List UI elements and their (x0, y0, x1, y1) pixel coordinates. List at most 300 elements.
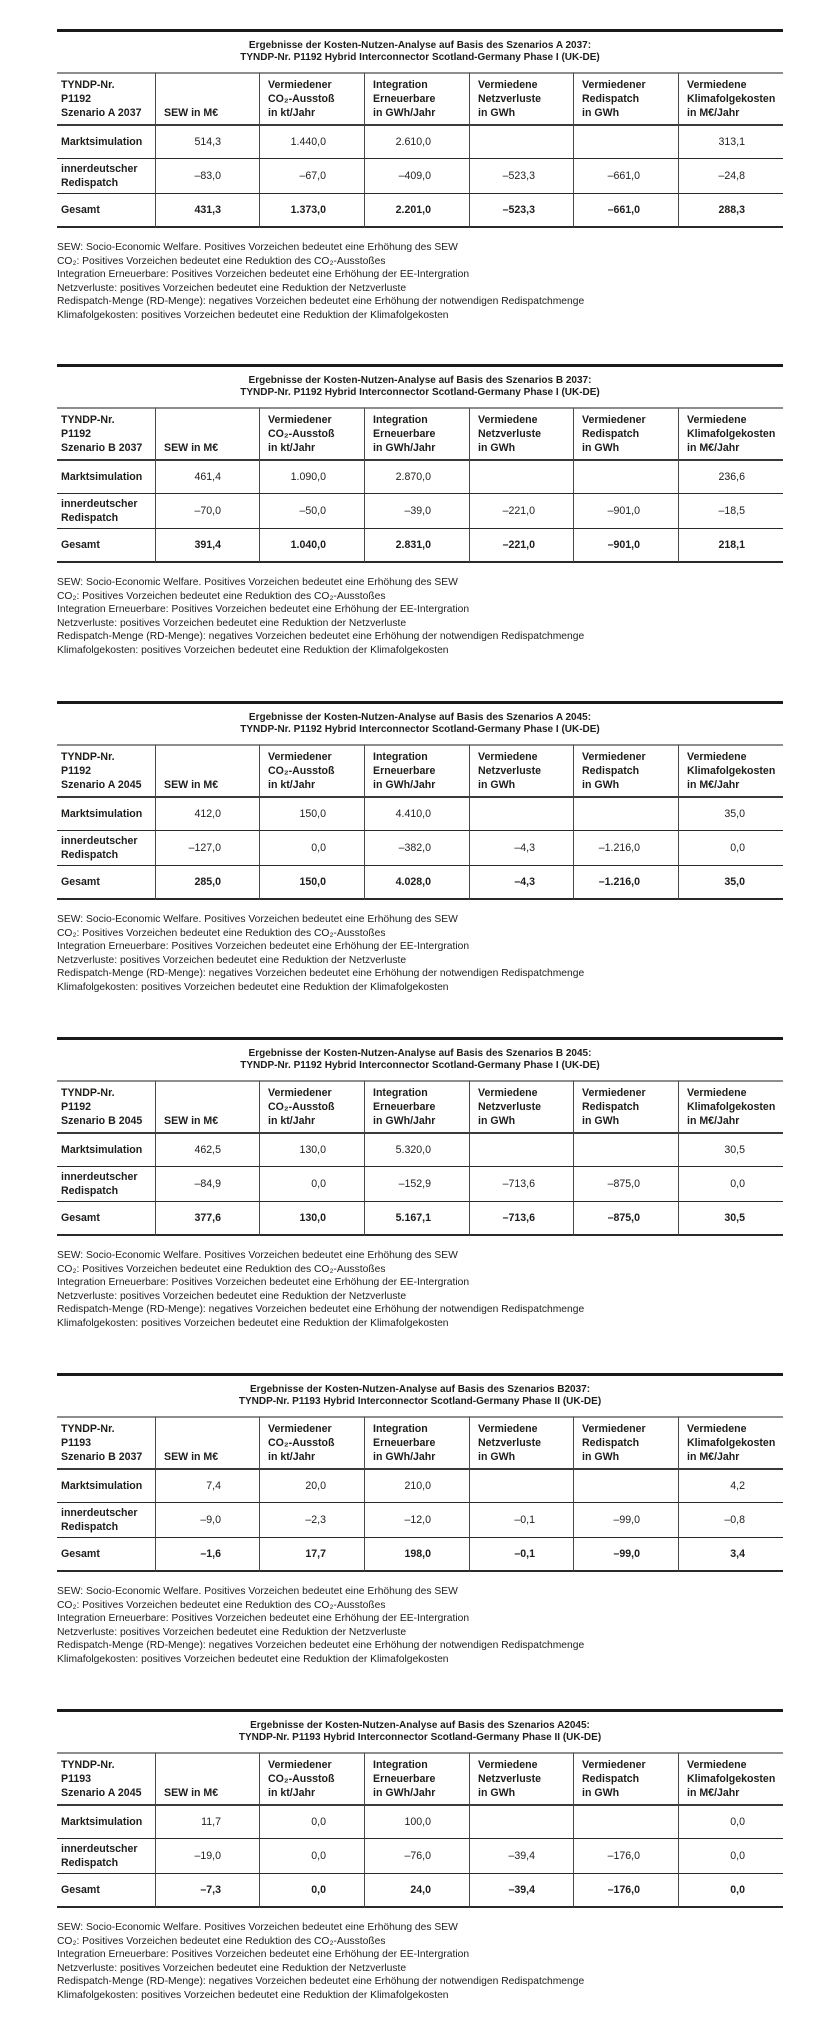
cell-integration: 2.870,0 (364, 461, 469, 494)
header-line: Erneuerbare (373, 1101, 436, 1113)
header-line: in M€/Jahr (687, 442, 740, 454)
cell-klimafolgekosten: 0,0 (678, 831, 783, 866)
header-line: Szenario B 2037 (61, 442, 143, 454)
cell-co2: –67,0 (259, 159, 364, 194)
cell-sew: –127,0 (155, 831, 259, 866)
header-line: Szenario A 2045 (61, 779, 142, 791)
header-line: in M€/Jahr (687, 779, 740, 791)
footnote-netzverluste: Netzverluste: positives Vorzeichen bedeutet eine Reduktion der Netzverluste (57, 1290, 407, 1302)
header-line: in kt/Jahr (268, 107, 316, 119)
header-netzverluste (469, 72, 573, 126)
cell-netzverluste: –221,0 (469, 529, 573, 563)
footnotes (57, 241, 584, 323)
row-label: Marktsimulation (57, 1806, 155, 1839)
footnote-klimafolgekosten: Klimafolgekosten: positives Vorzeichen bedeutet eine Reduktion der Klimafolgekosten (57, 309, 449, 321)
header-line: Erneuerbare (373, 1773, 436, 1785)
cell-co2: 130,0 (259, 1202, 364, 1236)
footnote-klimafolgekosten: Klimafolgekosten: positives Vorzeichen bedeutet eine Reduktion der Klimafolgekosten (57, 1989, 449, 2001)
header-line: Erneuerbare (373, 765, 436, 777)
header-redispatch (573, 1416, 678, 1470)
header-line: Vermiedene (687, 751, 747, 763)
header-netzverluste (469, 1752, 573, 1806)
cell-redispatch: –875,0 (573, 1167, 678, 1202)
header-line: TYNDP-Nr. (61, 751, 115, 763)
cell-integration: –76,0 (364, 1839, 469, 1874)
header-line: in GWh (478, 1115, 516, 1127)
header-redispatch (573, 744, 678, 798)
cell-integration: 4.410,0 (364, 798, 469, 831)
header-line: Netzverluste (478, 765, 541, 777)
header-line: TYNDP-Nr. (61, 1087, 115, 1099)
header-line: Netzverluste (478, 1101, 541, 1113)
header-line: P1193 (61, 1437, 92, 1449)
header-line: Szenario A 2037 (61, 107, 142, 119)
row-label: Marktsimulation (57, 126, 155, 159)
header-line: CO₂-Ausstoß (268, 1773, 335, 1785)
header-line: Klimafolgekosten (687, 1437, 776, 1449)
header-line: Erneuerbare (373, 428, 436, 440)
row-label: Marktsimulation (57, 1470, 155, 1503)
cell-integration: –382,0 (364, 831, 469, 866)
header-line: SEW in M€ (164, 779, 219, 791)
cell-integration: –39,0 (364, 494, 469, 529)
header-line: SEW in M€ (164, 1451, 219, 1463)
header-line: in GWh (478, 107, 516, 119)
cell-co2: 0,0 (259, 1806, 364, 1839)
cell-netzverluste: –221,0 (469, 494, 573, 529)
header-line: in GWh/Jahr (373, 1115, 436, 1127)
footnotes (57, 1921, 584, 2003)
header-line: in GWh (582, 1787, 620, 1799)
header-row (57, 1752, 783, 1806)
header-netzverluste (469, 1080, 573, 1134)
footnote-redispatch: Redispatch-Menge (RD-Menge): negatives Vorzeichen bedeutet eine Erhöhung der notwendigen Redispatchmenge (57, 296, 585, 308)
top-rule (57, 29, 783, 32)
footnote-sew: SEW: Socio-Economic Welfare. Positives Vorzeichen bedeutet eine Erhöhung des SEW (57, 914, 458, 925)
header-klimafolgekosten (678, 72, 783, 126)
header-line: in kt/Jahr (268, 1787, 316, 1799)
header-line: in GWh (478, 779, 516, 791)
header-line: Klimafolgekosten (687, 765, 776, 777)
header-netzverluste (469, 407, 573, 461)
row-label: Gesamt (57, 194, 155, 228)
header-line: Szenario A 2045 (61, 1787, 142, 1799)
cell-redispatch (573, 1134, 678, 1167)
cell-co2: 150,0 (259, 798, 364, 831)
footnote-integration: Integration Erneuerbare: Positives Vorzeichen bedeutet eine Erhöhung der EE-Intergration (57, 941, 470, 953)
footnote-co2: CO₂: Positives Vorzeichen bedeutet eine Reduktion des CO₂-Ausstoßes (57, 1935, 386, 1947)
row-innerdeutscher-redispatch (57, 159, 783, 194)
header-line: Vermiedene (478, 1087, 538, 1099)
footnotes (57, 1249, 584, 1331)
cell-redispatch (573, 798, 678, 831)
header-line: Redispatch (582, 428, 640, 440)
header-line: Redispatch (582, 1437, 640, 1449)
table-title-line-1: Ergebnisse der Kosten-Nutzen-Analyse auf Basis des Szenarios B 2037: (248, 375, 592, 386)
cell-co2: 0,0 (259, 1874, 364, 1908)
cell-klimafolgekosten: 0,0 (678, 1874, 783, 1908)
footnote-klimafolgekosten: Klimafolgekosten: positives Vorzeichen bedeutet eine Reduktion der Klimafolgekosten (57, 981, 449, 993)
header-line: in GWh (478, 1451, 516, 1463)
header-integration (364, 407, 469, 461)
footnote-co2: CO₂: Positives Vorzeichen bedeutet eine Reduktion des CO₂-Ausstoßes (57, 1599, 386, 1611)
header-redispatch (573, 1752, 678, 1806)
top-rule (57, 364, 783, 367)
cell-netzverluste: –523,3 (469, 194, 573, 228)
header-sew (155, 72, 259, 126)
row-marktsimulation (57, 1806, 783, 1839)
cell-klimafolgekosten: 35,0 (678, 866, 783, 900)
table-title (57, 1384, 783, 1408)
cell-integration: 4.028,0 (364, 866, 469, 900)
cell-netzverluste: –4,3 (469, 866, 573, 900)
header-line: P1192 (61, 93, 92, 105)
cell-sew: 412,0 (155, 798, 259, 831)
header-line: in M€/Jahr (687, 107, 740, 119)
row-label: innerdeutscher Redispatch (57, 494, 155, 529)
cell-sew: –84,9 (155, 1167, 259, 1202)
cell-sew: –83,0 (155, 159, 259, 194)
cell-integration: 5.320,0 (364, 1134, 469, 1167)
cell-sew: 377,6 (155, 1202, 259, 1236)
cell-netzverluste: –713,6 (469, 1202, 573, 1236)
cost-benefit-block-p1192-a2037 (57, 29, 783, 349)
cell-integration: –152,9 (364, 1167, 469, 1202)
row-innerdeutscher-redispatch (57, 1839, 783, 1874)
footnote-sew: SEW: Socio-Economic Welfare. Positives Vorzeichen bedeutet eine Erhöhung des SEW (57, 1586, 458, 1597)
header-project-scenario (57, 1752, 155, 1806)
header-co2 (259, 744, 364, 798)
header-line: Vermiedener (268, 1759, 332, 1771)
row-label: Gesamt (57, 866, 155, 900)
header-integration (364, 72, 469, 126)
header-line: Integration (373, 414, 428, 426)
header-co2 (259, 1416, 364, 1470)
header-line: TYNDP-Nr. (61, 1423, 115, 1435)
row-innerdeutscher-redispatch (57, 1167, 783, 1202)
cell-sew: 7,4 (155, 1470, 259, 1503)
cell-redispatch: –661,0 (573, 159, 678, 194)
cell-integration: 198,0 (364, 1538, 469, 1572)
cell-co2: 1.440,0 (259, 126, 364, 159)
cell-netzverluste: –39,4 (469, 1839, 573, 1874)
row-marktsimulation (57, 461, 783, 494)
header-line: Vermiedene (478, 1423, 538, 1435)
header-line: CO₂-Ausstoß (268, 1101, 335, 1113)
header-line: Erneuerbare (373, 93, 436, 105)
cell-sew: –7,3 (155, 1874, 259, 1908)
header-klimafolgekosten (678, 407, 783, 461)
cost-benefit-block-p1193-a2045 (57, 1709, 783, 2029)
header-line: CO₂-Ausstoß (268, 1437, 335, 1449)
header-line: Netzverluste (478, 93, 541, 105)
header-line: Netzverluste (478, 1437, 541, 1449)
cell-integration: 2.201,0 (364, 194, 469, 228)
cell-sew: 391,4 (155, 529, 259, 563)
table-title-line-2: TYNDP-Nr. P1193 Hybrid Interconnector Scotland-Germany Phase II (UK-DE) (238, 1732, 602, 1743)
header-line: SEW in M€ (164, 442, 219, 454)
header-line: in GWh/Jahr (373, 1787, 436, 1799)
header-project-scenario (57, 1416, 155, 1470)
cell-netzverluste: –0,1 (469, 1503, 573, 1538)
header-line: CO₂-Ausstoß (268, 428, 335, 440)
cell-co2: 20,0 (259, 1470, 364, 1503)
top-rule (57, 701, 783, 704)
header-line: Vermiedener (582, 414, 646, 426)
header-line: SEW in M€ (164, 1115, 219, 1127)
row-label: Gesamt (57, 1874, 155, 1908)
header-project-scenario (57, 407, 155, 461)
header-line: SEW in M€ (164, 107, 219, 119)
header-klimafolgekosten (678, 744, 783, 798)
header-line: in GWh/Jahr (373, 442, 436, 454)
header-line: Vermiedener (582, 1759, 646, 1771)
cell-netzverluste (469, 798, 573, 831)
cell-co2: 17,7 (259, 1538, 364, 1572)
footnote-co2: CO₂: Positives Vorzeichen bedeutet eine Reduktion des CO₂-Ausstoßes (57, 927, 386, 939)
header-line: P1193 (61, 1773, 92, 1785)
row-label: Gesamt (57, 529, 155, 563)
header-redispatch (573, 1080, 678, 1134)
header-line: Klimafolgekosten (687, 93, 776, 105)
footnote-integration: Integration Erneuerbare: Positives Vorzeichen bedeutet eine Erhöhung der EE-Intergration (57, 1277, 470, 1289)
table-title-line-1: Ergebnisse der Kosten-Nutzen-Analyse auf Basis des Szenarios A 2037: (248, 40, 592, 51)
cell-co2: 150,0 (259, 866, 364, 900)
cell-klimafolgekosten: 218,1 (678, 529, 783, 563)
cell-netzverluste (469, 1134, 573, 1167)
footnote-sew: SEW: Socio-Economic Welfare. Positives Vorzeichen bedeutet eine Erhöhung des SEW (57, 577, 458, 588)
row-gesamt (57, 194, 783, 228)
header-line: in M€/Jahr (687, 1787, 740, 1799)
cell-netzverluste: –39,4 (469, 1874, 573, 1908)
cell-co2: 0,0 (259, 831, 364, 866)
header-line: in GWh (582, 1451, 620, 1463)
cell-redispatch (573, 461, 678, 494)
header-line: Redispatch (582, 1773, 640, 1785)
cell-redispatch: –99,0 (573, 1503, 678, 1538)
cell-redispatch: –661,0 (573, 194, 678, 228)
header-line: in GWh (582, 779, 620, 791)
footnote-integration: Integration Erneuerbare: Positives Vorzeichen bedeutet eine Erhöhung der EE-Intergration (57, 604, 470, 616)
header-line: SEW in M€ (164, 1787, 219, 1799)
cell-netzverluste (469, 126, 573, 159)
footnote-co2: CO₂: Positives Vorzeichen bedeutet eine Reduktion des CO₂-Ausstoßes (57, 1263, 386, 1275)
row-gesamt (57, 1202, 783, 1236)
footnote-klimafolgekosten: Klimafolgekosten: positives Vorzeichen bedeutet eine Reduktion der Klimafolgekosten (57, 1653, 449, 1665)
footnote-klimafolgekosten: Klimafolgekosten: positives Vorzeichen bedeutet eine Reduktion der Klimafolgekosten (57, 644, 449, 656)
row-label: Marktsimulation (57, 798, 155, 831)
header-netzverluste (469, 1416, 573, 1470)
cell-co2: 1.373,0 (259, 194, 364, 228)
row-label: Gesamt (57, 1202, 155, 1236)
table-title-line-1: Ergebnisse der Kosten-Nutzen-Analyse auf Basis des Szenarios A 2045: (248, 712, 592, 723)
footnote-sew: SEW: Socio-Economic Welfare. Positives Vorzeichen bedeutet eine Erhöhung des SEW (57, 242, 458, 253)
table-title-line-2: TYNDP-Nr. P1192 Hybrid Interconnector Scotland-Germany Phase I (UK-DE) (240, 724, 600, 735)
cost-benefit-block-p1192-a2045 (57, 701, 783, 1021)
cell-redispatch (573, 1806, 678, 1839)
row-gesamt (57, 866, 783, 900)
header-line: in GWh (582, 442, 620, 454)
cell-redispatch (573, 126, 678, 159)
row-label: Marktsimulation (57, 1134, 155, 1167)
header-line: Vermiedener (268, 414, 332, 426)
cell-klimafolgekosten: 30,5 (678, 1202, 783, 1236)
header-line: Redispatch (582, 1101, 640, 1113)
footnote-netzverluste: Netzverluste: positives Vorzeichen bedeutet eine Reduktion der Netzverluste (57, 954, 407, 966)
row-label: innerdeutscher Redispatch (57, 831, 155, 866)
header-line: Vermiedener (268, 1087, 332, 1099)
top-rule (57, 1709, 783, 1712)
cell-co2: –50,0 (259, 494, 364, 529)
cell-integration: 2.831,0 (364, 529, 469, 563)
row-marktsimulation (57, 1134, 783, 1167)
cell-integration: 2.610,0 (364, 126, 469, 159)
footnote-co2: CO₂: Positives Vorzeichen bedeutet eine Reduktion des CO₂-Ausstoßes (57, 590, 386, 602)
header-line: Netzverluste (478, 1773, 541, 1785)
header-line: CO₂-Ausstoß (268, 765, 335, 777)
cost-benefit-table (57, 1416, 783, 1572)
cost-benefit-block-p1192-b2037 (57, 364, 783, 684)
header-line: in kt/Jahr (268, 779, 316, 791)
header-project-scenario (57, 72, 155, 126)
header-redispatch (573, 407, 678, 461)
header-project-scenario (57, 1080, 155, 1134)
header-line: Vermiedener (582, 1423, 646, 1435)
header-line: Vermiedener (582, 751, 646, 763)
header-klimafolgekosten (678, 1752, 783, 1806)
cell-sew: –70,0 (155, 494, 259, 529)
header-line: Integration (373, 751, 428, 763)
cell-redispatch: –901,0 (573, 529, 678, 563)
cell-sew: 462,5 (155, 1134, 259, 1167)
row-marktsimulation (57, 1470, 783, 1503)
header-row (57, 744, 783, 798)
cell-klimafolgekosten: 0,0 (678, 1839, 783, 1874)
header-co2 (259, 407, 364, 461)
footnote-integration: Integration Erneuerbare: Positives Vorzeichen bedeutet eine Erhöhung der EE-Intergration (57, 269, 470, 281)
header-line: in GWh (582, 1115, 620, 1127)
header-line: Vermiedene (478, 1759, 538, 1771)
header-row (57, 1080, 783, 1134)
row-gesamt (57, 529, 783, 563)
table-title (57, 375, 783, 399)
header-line: in GWh (478, 442, 516, 454)
row-gesamt (57, 1874, 783, 1908)
header-klimafolgekosten (678, 1416, 783, 1470)
cell-klimafolgekosten: –24,8 (678, 159, 783, 194)
header-sew (155, 1080, 259, 1134)
header-row (57, 407, 783, 461)
header-line: Integration (373, 79, 428, 91)
cell-sew: –1,6 (155, 1538, 259, 1572)
header-line: Klimafolgekosten (687, 1101, 776, 1113)
cell-integration: 5.167,1 (364, 1202, 469, 1236)
cell-netzverluste (469, 1470, 573, 1503)
table-title (57, 1048, 783, 1072)
header-line: Vermiedener (268, 79, 332, 91)
cell-redispatch: –901,0 (573, 494, 678, 529)
header-line: in kt/Jahr (268, 1115, 316, 1127)
header-co2 (259, 1752, 364, 1806)
cost-benefit-block-p1193-b2037 (57, 1373, 783, 1693)
cell-redispatch (573, 1470, 678, 1503)
header-line: in kt/Jahr (268, 442, 316, 454)
cell-co2: 0,0 (259, 1839, 364, 1874)
header-line: Erneuerbare (373, 1437, 436, 1449)
cell-sew: 11,7 (155, 1806, 259, 1839)
header-line: Szenario B 2037 (61, 1451, 143, 1463)
header-line: in GWh/Jahr (373, 1451, 436, 1463)
header-line: Vermiedene (687, 1759, 747, 1771)
header-line: Integration (373, 1087, 428, 1099)
header-line: in M€/Jahr (687, 1115, 740, 1127)
header-line: Redispatch (582, 93, 640, 105)
cell-netzverluste: –713,6 (469, 1167, 573, 1202)
footnote-sew: SEW: Socio-Economic Welfare. Positives Vorzeichen bedeutet eine Erhöhung des SEW (57, 1250, 458, 1261)
header-line: Vermiedener (582, 1087, 646, 1099)
header-netzverluste (469, 744, 573, 798)
row-label: innerdeutscher Redispatch (57, 1839, 155, 1874)
row-label: Marktsimulation (57, 461, 155, 494)
row-gesamt (57, 1538, 783, 1572)
header-integration (364, 1416, 469, 1470)
header-line: Vermiedene (478, 79, 538, 91)
cell-sew: –19,0 (155, 1839, 259, 1874)
header-line: Vermiedener (268, 1423, 332, 1435)
table-title-line-2: TYNDP-Nr. P1192 Hybrid Interconnector Scotland-Germany Phase I (UK-DE) (240, 387, 600, 398)
cell-redispatch: –176,0 (573, 1874, 678, 1908)
table-title-line-2: TYNDP-Nr. P1192 Hybrid Interconnector Scotland-Germany Phase I (UK-DE) (240, 52, 600, 63)
header-line: P1192 (61, 765, 92, 777)
footnote-sew: SEW: Socio-Economic Welfare. Positives Vorzeichen bedeutet eine Erhöhung des SEW (57, 1922, 458, 1933)
cell-klimafolgekosten: 0,0 (678, 1167, 783, 1202)
header-line: Klimafolgekosten (687, 1773, 776, 1785)
cell-co2: 0,0 (259, 1167, 364, 1202)
header-integration (364, 1080, 469, 1134)
header-line: Integration (373, 1423, 428, 1435)
cell-sew: 431,3 (155, 194, 259, 228)
header-line: Vermiedener (582, 79, 646, 91)
cell-sew: 461,4 (155, 461, 259, 494)
cell-integration: –409,0 (364, 159, 469, 194)
header-line: Vermiedener (268, 751, 332, 763)
cost-benefit-block-p1192-b2045 (57, 1037, 783, 1357)
cell-klimafolgekosten: 4,2 (678, 1470, 783, 1503)
header-redispatch (573, 72, 678, 126)
cell-klimafolgekosten: 288,3 (678, 194, 783, 228)
row-label: Gesamt (57, 1538, 155, 1572)
header-line: CO₂-Ausstoß (268, 93, 335, 105)
cell-sew: 514,3 (155, 126, 259, 159)
cost-benefit-table (57, 744, 783, 900)
cell-sew: 285,0 (155, 866, 259, 900)
header-line: P1192 (61, 428, 92, 440)
cell-netzverluste: –523,3 (469, 159, 573, 194)
header-line: Vermiedene (478, 751, 538, 763)
cell-redispatch: –176,0 (573, 1839, 678, 1874)
cell-klimafolgekosten: 35,0 (678, 798, 783, 831)
cost-benefit-table (57, 72, 783, 228)
footnote-netzverluste: Netzverluste: positives Vorzeichen bedeutet eine Reduktion der Netzverluste (57, 1962, 407, 1974)
footnotes (57, 1585, 584, 1667)
header-line: Klimafolgekosten (687, 428, 776, 440)
header-line: Vermiedene (687, 1423, 747, 1435)
cell-klimafolgekosten: 3,4 (678, 1538, 783, 1572)
header-line: Vermiedene (687, 414, 747, 426)
header-sew (155, 407, 259, 461)
header-line: in M€/Jahr (687, 1451, 740, 1463)
table-title-line-1: Ergebnisse der Kosten-Nutzen-Analyse auf Basis des Szenarios B2037: (249, 1384, 591, 1395)
